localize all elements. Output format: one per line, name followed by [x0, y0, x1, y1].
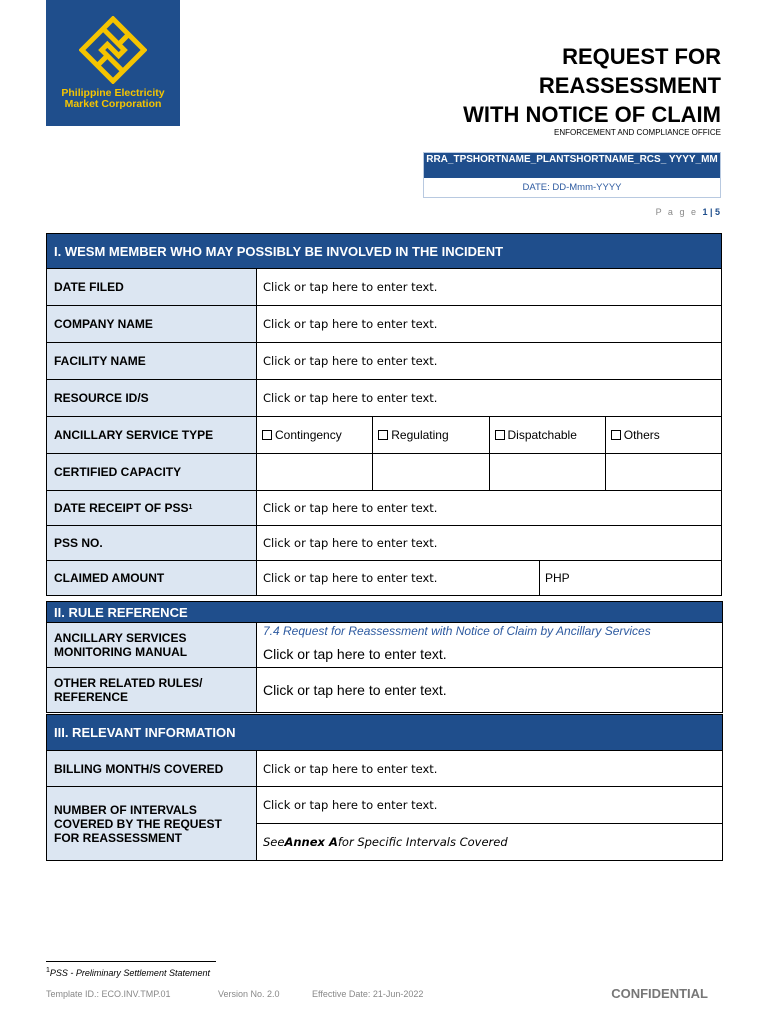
page-value: 1 | 5 [702, 207, 720, 217]
date-filed-label: DATE FILED [47, 269, 257, 305]
rule-reference-link[interactable]: 7.4 Request for Reassessment with Notice of Claim by Ancillary Services [263, 624, 651, 638]
annex-note-pre: See [263, 835, 285, 849]
pss-no-field[interactable]: Click or tap here to enter text. [263, 536, 438, 550]
confidential-label: CONFIDENTIAL [611, 986, 708, 1001]
billing-month-label: BILLING MONTH/S COVERED [47, 751, 257, 786]
footnote-text: PSS - Preliminary Settlement Statement [49, 968, 210, 978]
monitoring-manual-label-line2: MONITORING MANUAL [54, 645, 188, 659]
date-receipt-pss-label [47, 491, 257, 525]
row-claimed-amount [47, 560, 721, 595]
intervals-cell [257, 787, 722, 860]
section-rule-reference [46, 601, 723, 713]
footnote-ref: 1 [188, 504, 193, 511]
pemc-emblem-icon [79, 16, 147, 84]
office-name: ENFORCEMENT AND COMPLIANCE OFFICE [554, 128, 721, 137]
section-2-title: II. RULE REFERENCE [47, 602, 722, 622]
claimed-amount-label: CLAIMED AMOUNT [47, 561, 257, 595]
monitoring-manual-label-line1: ANCILLARY SERVICES [54, 631, 187, 645]
row-facility-name [47, 342, 721, 379]
intervals-label-line3: FOR REASSESSMENT [54, 830, 183, 845]
annex-note-bold: Annex A [284, 835, 338, 849]
checkbox-contingency-label: Contingency [275, 428, 342, 442]
currency-label: PHP [545, 571, 570, 585]
pss-no-label: PSS NO. [47, 526, 257, 560]
document-code: RRA_TPSHORTNAME_PLANTSHORTNAME_RCS_ YYYY_MM [424, 153, 720, 178]
date-filed-field[interactable]: Click or tap here to enter text. [263, 280, 438, 294]
section-3-title: III. RELEVANT INFORMATION [47, 715, 722, 750]
checkbox-dispatchable-label: Dispatchable [507, 428, 577, 442]
claimed-amount-field[interactable]: Click or tap here to enter text. [257, 561, 540, 595]
company-name-field[interactable]: Click or tap here to enter text. [263, 317, 438, 331]
row-number-of-intervals [47, 786, 722, 860]
section-relevant-information [46, 714, 723, 861]
page-label: P a g e [655, 207, 698, 217]
row-certified-capacity [47, 453, 721, 490]
page-number [656, 207, 720, 217]
ancillary-service-type-label: ANCILLARY SERVICE TYPE [47, 417, 257, 453]
monitoring-manual-label [47, 623, 257, 667]
document-code-box [423, 152, 721, 198]
row-pss-no [47, 525, 721, 560]
effective-date: Effective Date: 21-Jun-2022 [312, 989, 424, 999]
company-name-label: COMPANY NAME [47, 306, 257, 342]
billing-month-field[interactable]: Click or tap here to enter text. [263, 761, 438, 776]
date-receipt-pss-field[interactable]: Click or tap here to enter text. [263, 501, 438, 515]
annex-note-post: for Specific Intervals Covered [337, 835, 508, 849]
number-of-intervals-field[interactable]: Click or tap here to enter text. [257, 787, 722, 824]
capacity-cell-regulating[interactable] [373, 454, 489, 490]
logo-text-line1: Philippine Electricity [61, 87, 165, 99]
title-line-1: REQUEST FOR [562, 44, 721, 69]
checkbox-others[interactable] [606, 417, 721, 453]
checkbox-icon[interactable] [611, 430, 621, 440]
row-ancillary-service-type [47, 416, 721, 453]
row-other-rules [47, 667, 722, 712]
monitoring-manual-field[interactable]: Click or tap here to enter text. [263, 646, 447, 662]
checkbox-icon[interactable] [495, 430, 505, 440]
section-wesm-member [46, 233, 722, 596]
version-number: Version No. 2.0 [218, 989, 280, 999]
checkbox-others-label: Others [623, 428, 660, 442]
facility-name-label: FACILITY NAME [47, 343, 257, 379]
resource-id-field[interactable]: Click or tap here to enter text. [263, 391, 438, 405]
certified-capacity-label: CERTIFIED CAPACITY [47, 454, 257, 490]
title-line-2: REASSESSMENT [538, 73, 721, 98]
section-1-title: I. WESM MEMBER WHO MAY POSSIBLY BE INVOLVED IN THE INCIDENT [47, 234, 721, 268]
facility-name-field[interactable]: Click or tap here to enter text. [263, 354, 438, 368]
row-date-filed [47, 268, 721, 305]
checkbox-icon[interactable] [262, 430, 272, 440]
row-monitoring-manual [47, 622, 722, 667]
number-of-intervals-label [47, 787, 257, 860]
document-title [463, 42, 721, 129]
date-receipt-pss-text: DATE RECEIPT OF PSS [54, 501, 189, 515]
footnote-divider [46, 961, 216, 962]
other-rules-label-line1: OTHER RELATED RULES/ [54, 676, 203, 690]
other-rules-label-line2: REFERENCE [54, 690, 129, 704]
logo-text-line2: Market Corporation [64, 98, 162, 110]
row-date-receipt-pss [47, 490, 721, 525]
checkbox-regulating[interactable] [373, 417, 489, 453]
resource-id-label: RESOURCE ID/S [47, 380, 257, 416]
capacity-cell-dispatchable[interactable] [490, 454, 606, 490]
intervals-label-line2: COVERED BY THE REQUEST [54, 816, 222, 831]
other-rules-label [47, 668, 257, 712]
capacity-cell-others[interactable] [606, 454, 721, 490]
title-line-3: WITH NOTICE OF CLAIM [463, 102, 721, 127]
annex-note [257, 824, 722, 860]
row-company-name [47, 305, 721, 342]
checkbox-dispatchable[interactable] [490, 417, 606, 453]
row-resource-id [47, 379, 721, 416]
monitoring-manual-cell [257, 623, 722, 667]
document-date: DATE: DD-Mmm-YYYY [522, 182, 622, 193]
other-rules-field[interactable]: Click or tap here to enter text. [263, 682, 447, 698]
template-id: Template ID.: ECO.INV.TMP.01 [46, 989, 171, 999]
pemc-logo [46, 0, 180, 126]
capacity-cell-contingency[interactable] [257, 454, 373, 490]
checkbox-regulating-label: Regulating [391, 428, 449, 442]
footnote [46, 967, 210, 978]
intervals-label-line1: NUMBER OF INTERVALS [54, 802, 197, 817]
footnote-number: 1 [46, 967, 50, 974]
row-billing-month [47, 750, 722, 786]
checkbox-icon[interactable] [378, 430, 388, 440]
checkbox-contingency[interactable] [257, 417, 373, 453]
